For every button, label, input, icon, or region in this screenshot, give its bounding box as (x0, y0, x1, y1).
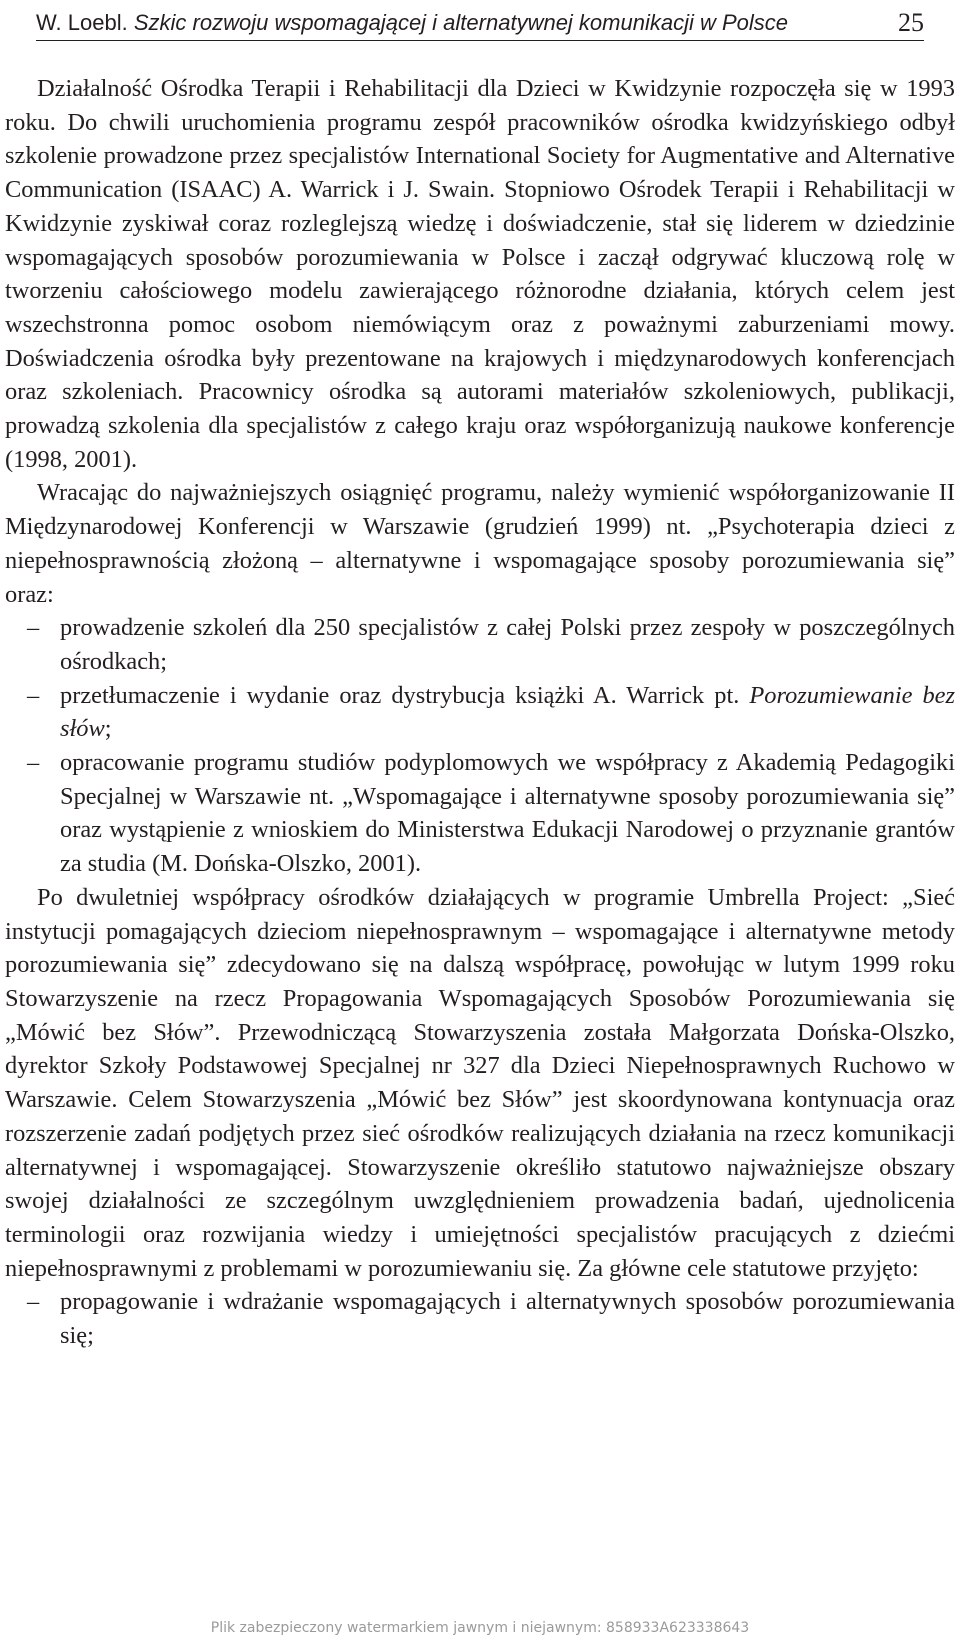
header-title: Szkic rozwoju wspomagającej i alternatywnej komunikacji w Polsce (133, 10, 788, 35)
list-item (5, 679, 955, 746)
header-author: W. Loebl. (36, 10, 128, 35)
list-item-text: przetłumaczenie i wydanie oraz dystrybucja książki A. Warrick pt. (60, 681, 740, 709)
achievements-list (5, 611, 955, 881)
list-item-text: opracowanie programu studiów podyplomowych we współpracy z Akademią Pedagogiki Specjalnej w Warszawie nt. „Wspomagające i alternatywne sposoby porozumiewania się” oraz wystąpienie z wnioskiem do Ministerstwa Edukacji Narodowej o przyznanie grantów za studia (M. Dońska-Olszko, 2001). (60, 749, 955, 878)
paragraph-1: Działalność Ośrodka Terapii i Rehabilitacji dla Dzieci w Kwidzynie rozpoczęła się w 1993 roku. Do chwili uruchomienia programu zespół pracowników ośrodka kwidzyńskiego odbył szkolenie prowadzone przez specjalistów International Society for Augmentative and Alternative Communication (ISAAC) A. Warrick i J. Swain. Stopniowo Ośrodek Terapii i Rehabilitacji w Kwidzynie zyskiwał coraz rozleglejszą wiedzę i doświadczenie, stał się liderem w dziedzinie wspomagających sposobów porozumiewania w Polsce i zaczął odgrywać kluczową rolę w tworzeniu całościowego modelu zawierającego różnorodne działania, których celem jest wszechstronna pomoc osobom niemówiącym oraz z poważnymi zaburzeniami mowy. Doświadczenia ośrodka były prezentowane na krajowych i międzynarodowych konferencjach oraz szkoleniach. Pracownicy ośrodka są autorami materiałów szkoleniowych, publikacji, prowadzą szkolenia dla specjalistów z całego kraju oraz współorganizują naukowe konferencje (1998, 2001). (5, 75, 955, 473)
page-number: 25 (898, 8, 924, 37)
watermark-notice: Plik zabezpieczony watermarkiem jawnym i niejawnym: 858933A623338643 (210, 1620, 750, 1636)
running-header (36, 0, 924, 41)
list-dash: – (27, 614, 40, 642)
paragraph-3: Po dwuletniej współpracy ośrodków działających w programie Umbrella Project: „Sieć instytucji pomagających dzieciom niepełnosprawnym – wspomagające i alternatywne metody porozumiewania się” zdecydowano się na dalszą współpracę, powołując w lutym 1999 roku Stowarzyszenie na rzecz Propagowania Wspomagających Sposobów Porozumiewania się „Mówić bez Słów”. Przewodniczącą Stowarzyszenia została Małgorzata Dońska-Olszko, dyrektor Szkoły Podstawowej Specjalnej nr 327 dla Dzieci Niepełnosprawnych Ruchowo w Warszawie. Celem Stowarzyszenia „Mówić bez Słów” jest skoordynowana kontynuacja oraz rozszerzenie zadań podjętych przez sieć ośrodków realizujących działania na rzecz komunikacji alternatywnej i wspomagającej. Stowarzyszenie określiło statutowo najważniejsze obszary swojej działalności ze szczególnym uwzględnieniem prowadzenia badań, ujednolicenia terminologii oraz rozwijania wiedzy i umiejętności specjalistów pracujących z dziećmi niepełnosprawnymi z problemami w porozumiewaniu się. Za główne cele statutowe przyjęto: (5, 883, 955, 1282)
list-item (5, 611, 955, 678)
book-title-suffix: ; (104, 715, 112, 743)
list-dash: – (27, 749, 40, 777)
list-dash: – (27, 681, 40, 709)
running-title (36, 6, 788, 40)
body-text (5, 72, 955, 1353)
paragraph-2: Wracając do najważniejszych osiągnięć programu, należy wymienić współorganizowanie II Międzynarodowej Konferencji w Warszawie (grudzień 1999) nt. „Psychoterapia dzieci z niepełnosprawnością złożoną – alternatywne i wspomagające sposoby porozumiewania się” oraz: (5, 479, 955, 608)
statutory-goals-list (5, 1285, 955, 1352)
list-item (5, 1285, 955, 1352)
book-title: Porozumiewanie bez słów (60, 681, 955, 743)
list-item-text: prowadzenie szkoleń dla 250 specjalistów z całej Polski przez zespoły w poszczególnych ośrodkach; (60, 614, 955, 675)
list-dash: – (27, 1288, 40, 1316)
list-item (5, 746, 955, 881)
list-item-text: propagowanie i wdrażanie wspomagających i alternatywnych sposobów porozumiewania się; (60, 1288, 955, 1350)
